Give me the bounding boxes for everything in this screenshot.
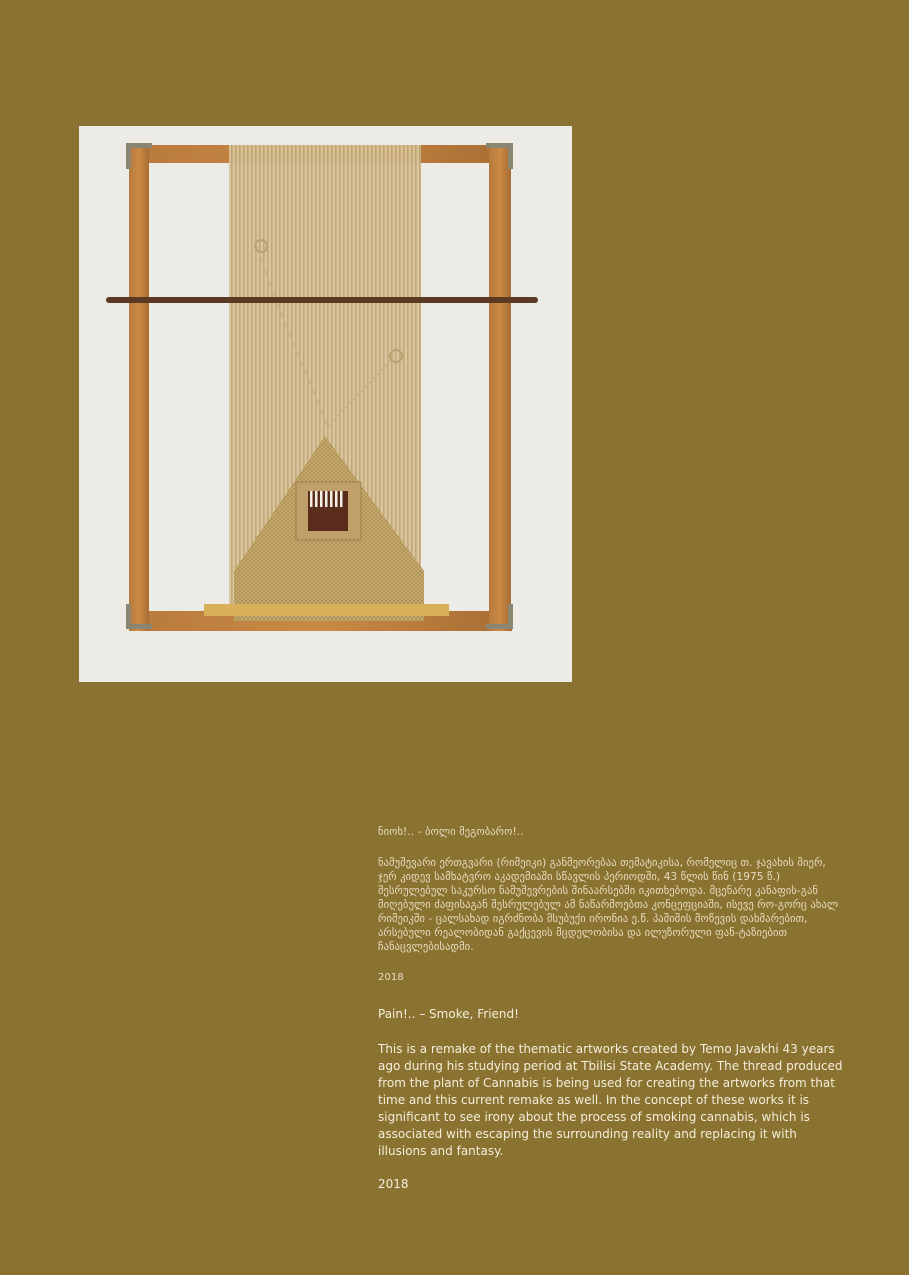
georgian-year: 2018 <box>378 972 404 983</box>
loom-artwork-photo-icon <box>79 126 572 682</box>
georgian-description: ნამუშევარი ერთგვარი (რიმეიკი) განმეორებაა თემატიკისა, რომელიც თ. ჯავახის მიერ, ჯერ კიდევ სამხატვრო აკადემიაში სწავლის პერიოდში, 43 წლის წინ (1975 წ.) შესრულებულ საკურსო ნამუშევრების შინაარსებში იკითხებოდა. მცენარე კანაფის-გან მიღებული ძაფისაგან შესრულებულ ამ ნაწარმოებთა კონცეფციაში, ისევე რო-გორც ახალ რიმეიკში - ცალსახად იგრძნობა მსუბუქი ირონია ე.წ. პაშიშის მოწევის დახმარებით, არსებული რეალობიდან გაქცევის მცდელობისა და ილუზორული ფან-ტაზიებით ჩანაცვლებისადმი. <box>378 857 839 953</box>
description-column <box>378 825 848 1193</box>
english-description: This is a remake of the thematic artworks created by Temo Javakhi 43 years ago during his studying period at Tbilisi State Academy. The thread produced from the plant of Cannabis is being used for creating the artworks from that time and this current remake as well. In the concept of these works it is significant to see irony about the process of smoking cannabis, which is associated with escaping the surrounding reality and replacing it with illusions and fantasy. <box>378 1042 843 1158</box>
artwork-photo <box>79 126 572 682</box>
english-title: Pain!.. – Smoke, Friend! <box>378 1007 519 1021</box>
english-year: 2018 <box>378 1177 409 1191</box>
georgian-title: ნიოხ!.. - ბოლი მეგობარო!.. <box>378 826 524 838</box>
